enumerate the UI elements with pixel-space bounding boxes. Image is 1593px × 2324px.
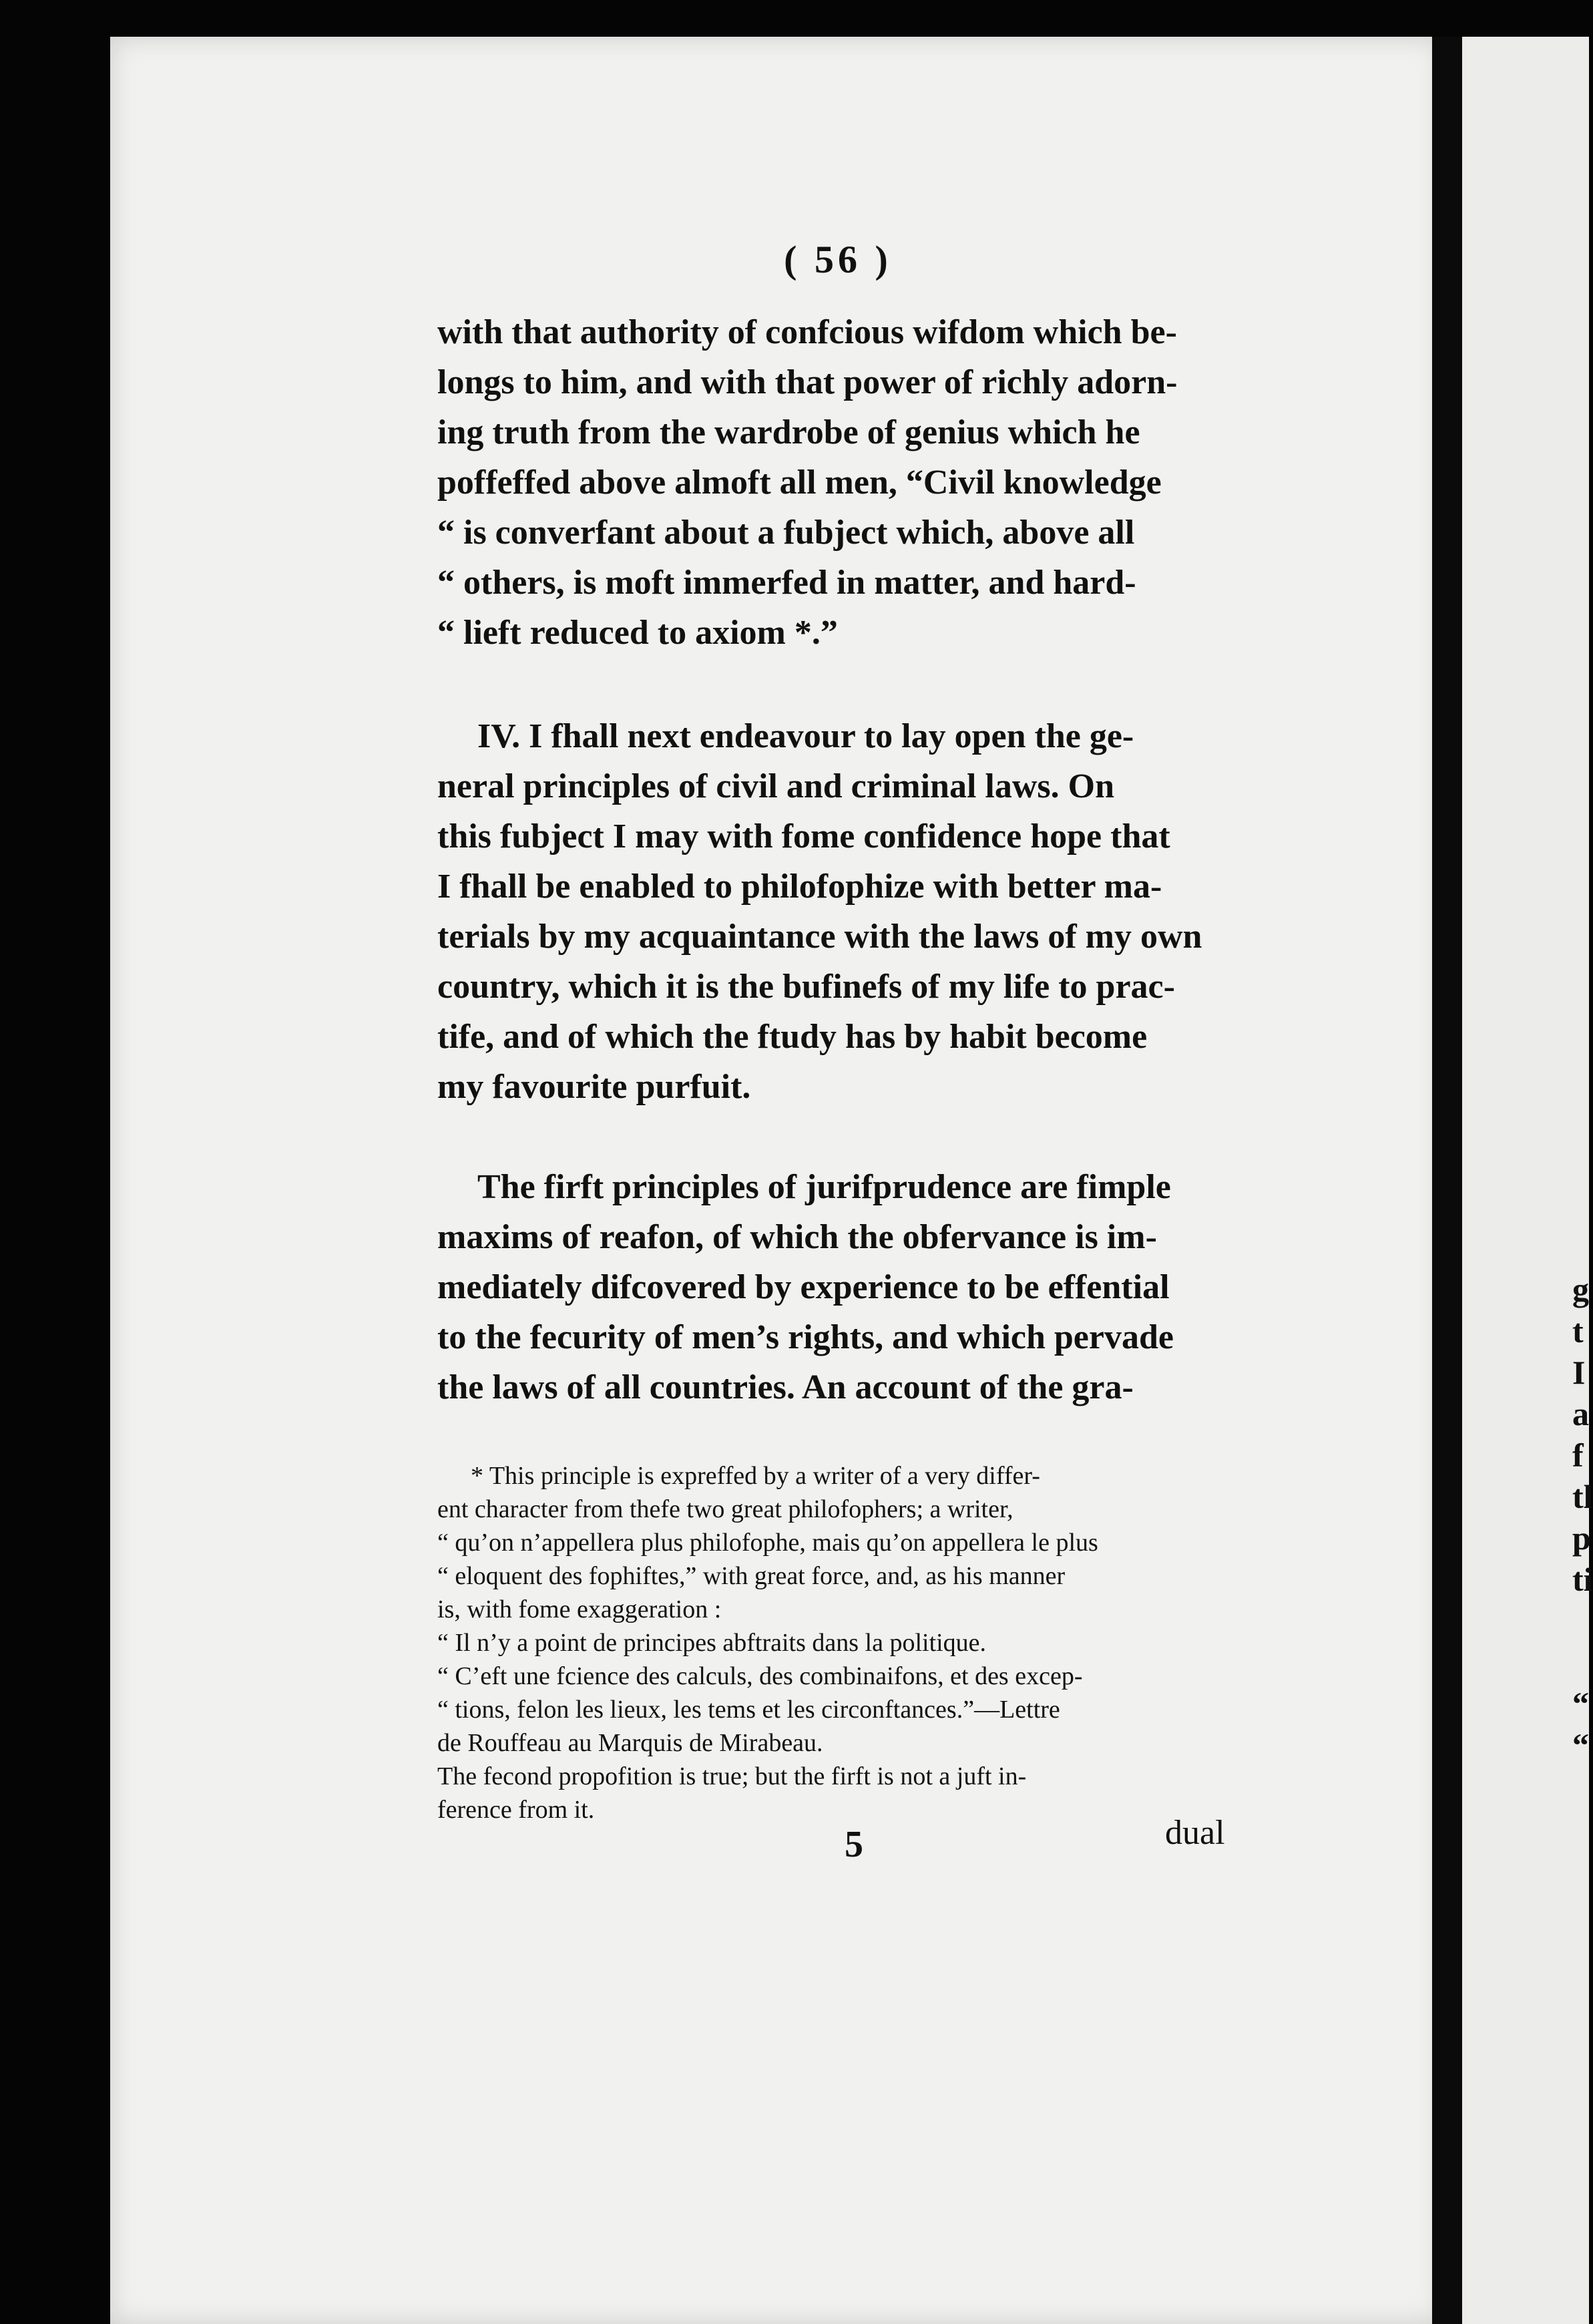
book-gutter [1432, 37, 1462, 2324]
paragraph-2: IV. I fhall next endeavour to lay open the ge- neral principles of civil and criminal laws. On this fubject I may with fome confidence hope that I fhall be enabled to philofophize with better ma- terials by my acquaintance with the laws of my own country, which it is the bufinefs of my life to prac- tife, and of which the ftudy has by habit become my favourite purfuit. [437, 717, 1202, 1106]
facing-page-fragments: g t I a f tl p ti “ “ [1572, 1271, 1593, 1764]
catchword: dual [1165, 1814, 1225, 1852]
paragraph-1: with that authority of confcious wifdom which be- longs to him, and with that power of richly adorn- ing truth from the wardrobe of genius which he poffeffed above almoft all men, “Civil knowledge “ is converfant about a fubject which, above all “ others, is moft immerfed in matter, and hard- “ lieft reduced to axiom *.” [437, 313, 1178, 652]
signature-mark: 5 [845, 1824, 863, 1865]
footnote: * This principle is expreffed by a writer of a very differ- ent character from thefe two great philofophers; a writer, “ qu’on n’appellera plus philofophe, mais qu’on appellera le plus “ eloquent des fophiftes,” with great force, and, as his manner is, with fome exaggeration : “ Il n’y a point de principes abftraits dans la politique. “ C’eft une fcience des calculs, des combinaifons, et des excep- “ tions, felon les lieux, les tems et les circonftances.”—Lettre de Rouffeau au Marquis de Mirabeau. The fecond propofition is true; but the firft is not a juft in- ference from it. [437, 1462, 1098, 1824]
paragraph-3: The firft principles of jurifprudence are fimple maxims of reafon, of which the obfervance is im- mediately difcovered by experience to be effential to the fecurity of men’s rights, and which pervade the laws of all countries. An account of the gra- [437, 1168, 1174, 1406]
page-number-header: ( 56 ) [784, 238, 892, 281]
right-page-edge [1462, 37, 1589, 2324]
